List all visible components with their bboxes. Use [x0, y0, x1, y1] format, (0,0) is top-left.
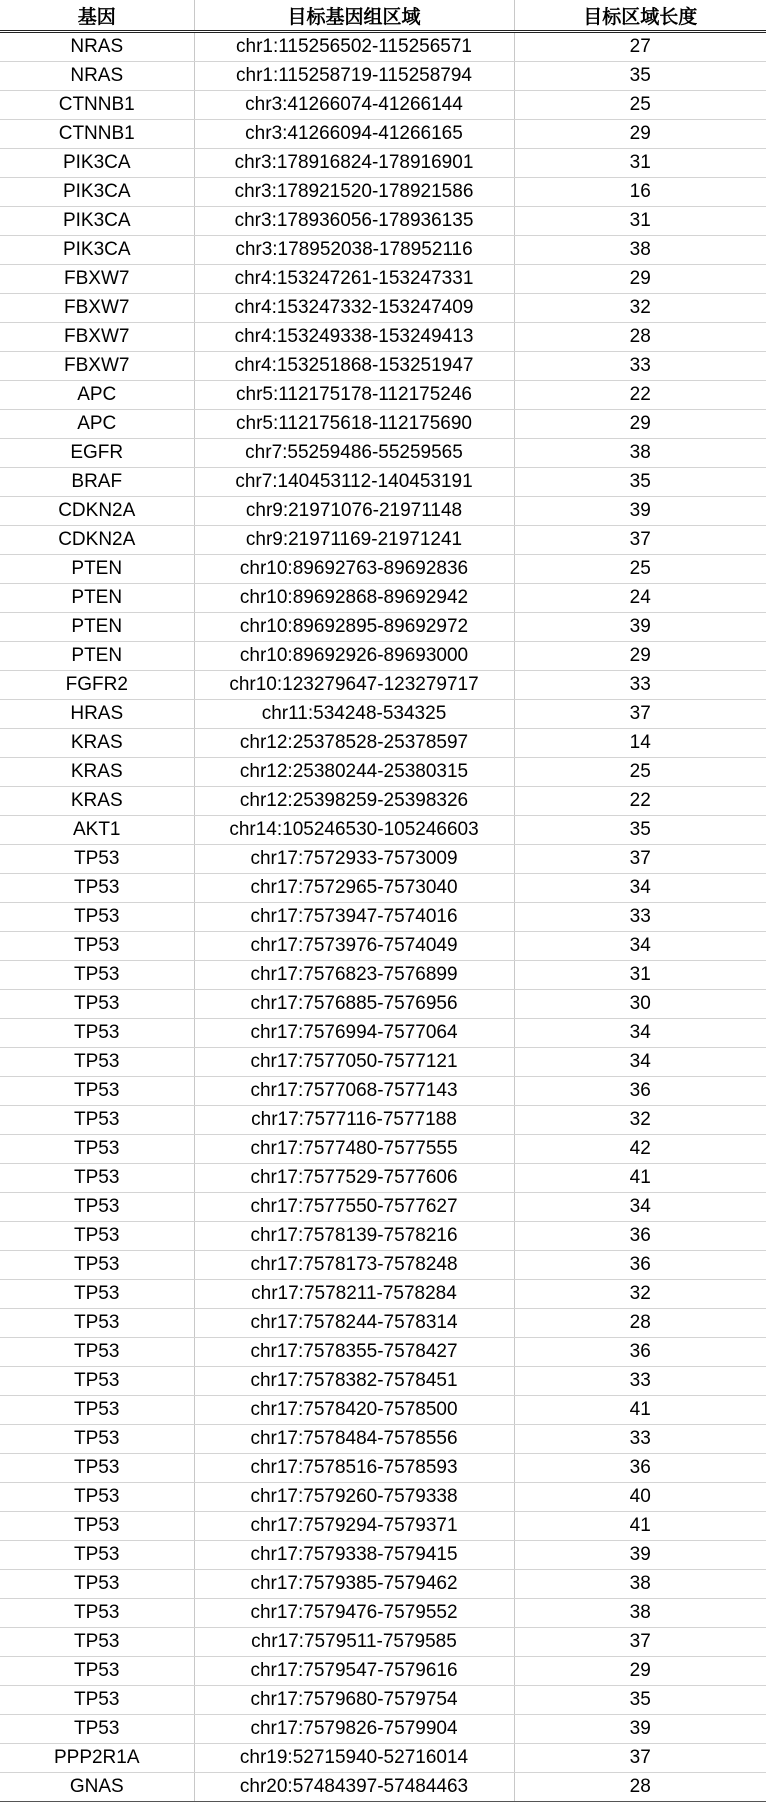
length-cell: 37: [514, 1628, 766, 1657]
gene-cell: CTNNB1: [0, 91, 194, 120]
gene-cell: TP53: [0, 1454, 194, 1483]
table-row: [0, 1744, 766, 1773]
header-row: [0, 0, 766, 32]
table-row: [0, 1454, 766, 1483]
gene-cell: TP53: [0, 1048, 194, 1077]
table-row: [0, 1338, 766, 1367]
gene-cell: AKT1: [0, 816, 194, 845]
gene-cell: TP53: [0, 1541, 194, 1570]
region-cell: chr9:21971169-21971241: [194, 526, 514, 555]
gene-cell: PTEN: [0, 613, 194, 642]
region-cell: chr17:7577068-7577143: [194, 1077, 514, 1106]
gene-cell: CTNNB1: [0, 120, 194, 149]
region-cell: chr17:7576994-7577064: [194, 1019, 514, 1048]
length-cell: 34: [514, 1193, 766, 1222]
region-cell: chr5:112175178-112175246: [194, 381, 514, 410]
gene-cell: PTEN: [0, 584, 194, 613]
length-cell: 31: [514, 149, 766, 178]
table-row: [0, 526, 766, 555]
region-cell: chr5:112175618-112175690: [194, 410, 514, 439]
gene-cell: PIK3CA: [0, 207, 194, 236]
region-cell: chr17:7573976-7574049: [194, 932, 514, 961]
gene-cell: TP53: [0, 903, 194, 932]
table-row: [0, 845, 766, 874]
table-row: [0, 323, 766, 352]
length-cell: 41: [514, 1164, 766, 1193]
region-cell: chr17:7579680-7579754: [194, 1686, 514, 1715]
region-cell: chr17:7579547-7579616: [194, 1657, 514, 1686]
table-row: [0, 1512, 766, 1541]
region-cell: chr10:89692763-89692836: [194, 555, 514, 584]
table-row: [0, 236, 766, 265]
length-cell: 33: [514, 671, 766, 700]
gene-cell: PTEN: [0, 555, 194, 584]
table-row: [0, 729, 766, 758]
length-cell: 39: [514, 613, 766, 642]
table-row: [0, 1193, 766, 1222]
table-row: [0, 990, 766, 1019]
table-row: [0, 584, 766, 613]
table-row: [0, 1715, 766, 1744]
gene-cell: TP53: [0, 1715, 194, 1744]
length-cell: 34: [514, 932, 766, 961]
length-cell: 28: [514, 1309, 766, 1338]
length-cell: 31: [514, 207, 766, 236]
gene-cell: PIK3CA: [0, 178, 194, 207]
length-cell: 37: [514, 526, 766, 555]
gene-cell: TP53: [0, 1628, 194, 1657]
region-cell: chr17:7578355-7578427: [194, 1338, 514, 1367]
length-cell: 25: [514, 91, 766, 120]
region-cell: chr17:7578173-7578248: [194, 1251, 514, 1280]
table-row: [0, 1222, 766, 1251]
region-cell: chr10:123279647-123279717: [194, 671, 514, 700]
region-cell: chr7:55259486-55259565: [194, 439, 514, 468]
gene-cell: PTEN: [0, 642, 194, 671]
region-cell: chr17:7577529-7577606: [194, 1164, 514, 1193]
region-cell: chr17:7579294-7579371: [194, 1512, 514, 1541]
table-row: [0, 468, 766, 497]
table-row: [0, 874, 766, 903]
region-cell: chr17:7578139-7578216: [194, 1222, 514, 1251]
table-row: [0, 62, 766, 91]
region-cell: chr17:7578420-7578500: [194, 1396, 514, 1425]
region-cell: chr3:178952038-178952116: [194, 236, 514, 265]
region-cell: chr17:7579385-7579462: [194, 1570, 514, 1599]
table-row: [0, 207, 766, 236]
length-cell: 32: [514, 1106, 766, 1135]
gene-cell: KRAS: [0, 729, 194, 758]
gene-cell: TP53: [0, 1657, 194, 1686]
table-row: [0, 1425, 766, 1454]
length-cell: 22: [514, 787, 766, 816]
region-cell: chr17:7579476-7579552: [194, 1599, 514, 1628]
region-cell: chr17:7578211-7578284: [194, 1280, 514, 1309]
gene-cell: BRAF: [0, 468, 194, 497]
length-cell: 36: [514, 1222, 766, 1251]
region-cell: chr17:7579511-7579585: [194, 1628, 514, 1657]
length-cell: 42: [514, 1135, 766, 1164]
region-cell: chr1:115258719-115258794: [194, 62, 514, 91]
table-row: [0, 497, 766, 526]
table-row: [0, 91, 766, 120]
gene-cell: TP53: [0, 961, 194, 990]
length-cell: 33: [514, 903, 766, 932]
region-cell: chr3:178916824-178916901: [194, 149, 514, 178]
table-row: [0, 32, 766, 62]
gene-cell: EGFR: [0, 439, 194, 468]
gene-cell: KRAS: [0, 787, 194, 816]
region-cell: chr17:7578484-7578556: [194, 1425, 514, 1454]
length-cell: 35: [514, 468, 766, 497]
table-row: [0, 1773, 766, 1802]
header-region-length: 目标区域长度: [514, 0, 766, 32]
length-cell: 38: [514, 1570, 766, 1599]
table-row: [0, 1483, 766, 1512]
region-cell: chr17:7579826-7579904: [194, 1715, 514, 1744]
region-cell: chr17:7576823-7576899: [194, 961, 514, 990]
length-cell: 35: [514, 1686, 766, 1715]
length-cell: 38: [514, 439, 766, 468]
gene-cell: TP53: [0, 1280, 194, 1309]
length-cell: 25: [514, 758, 766, 787]
table-row: [0, 903, 766, 932]
gene-cell: TP53: [0, 1135, 194, 1164]
gene-cell: FBXW7: [0, 323, 194, 352]
table-row: [0, 1367, 766, 1396]
length-cell: 24: [514, 584, 766, 613]
gene-cell: TP53: [0, 1222, 194, 1251]
length-cell: 29: [514, 120, 766, 149]
table-row: [0, 1657, 766, 1686]
length-cell: 29: [514, 642, 766, 671]
gene-cell: TP53: [0, 1512, 194, 1541]
gene-cell: TP53: [0, 1077, 194, 1106]
region-cell: chr3:41266094-41266165: [194, 120, 514, 149]
table-row: [0, 352, 766, 381]
gene-cell: TP53: [0, 1367, 194, 1396]
gene-cell: TP53: [0, 1338, 194, 1367]
region-cell: chr17:7578244-7578314: [194, 1309, 514, 1338]
table-row: [0, 1628, 766, 1657]
table-row: [0, 1106, 766, 1135]
region-cell: chr14:105246530-105246603: [194, 816, 514, 845]
length-cell: 39: [514, 497, 766, 526]
table-row: [0, 932, 766, 961]
gene-cell: PIK3CA: [0, 236, 194, 265]
length-cell: 33: [514, 352, 766, 381]
length-cell: 34: [514, 1019, 766, 1048]
region-cell: chr3:41266074-41266144: [194, 91, 514, 120]
region-cell: chr17:7572965-7573040: [194, 874, 514, 903]
table-row: [0, 265, 766, 294]
table-row: [0, 294, 766, 323]
length-cell: 37: [514, 1744, 766, 1773]
table-row: [0, 1164, 766, 1193]
table-row: [0, 1077, 766, 1106]
table-row: [0, 1396, 766, 1425]
region-cell: chr3:178936056-178936135: [194, 207, 514, 236]
length-cell: 33: [514, 1367, 766, 1396]
length-cell: 25: [514, 555, 766, 584]
gene-cell: FBXW7: [0, 352, 194, 381]
region-cell: chr17:7579260-7579338: [194, 1483, 514, 1512]
length-cell: 39: [514, 1715, 766, 1744]
table-row: [0, 816, 766, 845]
length-cell: 32: [514, 1280, 766, 1309]
length-cell: 28: [514, 323, 766, 352]
length-cell: 37: [514, 845, 766, 874]
length-cell: 29: [514, 1657, 766, 1686]
region-cell: chr12:25380244-25380315: [194, 758, 514, 787]
region-cell: chr17:7578516-7578593: [194, 1454, 514, 1483]
region-cell: chr17:7577550-7577627: [194, 1193, 514, 1222]
length-cell: 28: [514, 1773, 766, 1802]
gene-cell: TP53: [0, 932, 194, 961]
table-row: [0, 1541, 766, 1570]
region-cell: chr20:57484397-57484463: [194, 1773, 514, 1802]
gene-cell: PPP2R1A: [0, 1744, 194, 1773]
length-cell: 36: [514, 1454, 766, 1483]
length-cell: 22: [514, 381, 766, 410]
gene-cell: PIK3CA: [0, 149, 194, 178]
length-cell: 38: [514, 1599, 766, 1628]
length-cell: 41: [514, 1512, 766, 1541]
gene-cell: TP53: [0, 845, 194, 874]
length-cell: 14: [514, 729, 766, 758]
length-cell: 33: [514, 1425, 766, 1454]
table-row: [0, 381, 766, 410]
length-cell: 40: [514, 1483, 766, 1512]
gene-cell: TP53: [0, 1570, 194, 1599]
length-cell: 41: [514, 1396, 766, 1425]
table-row: [0, 1309, 766, 1338]
length-cell: 27: [514, 32, 766, 62]
table-row: [0, 439, 766, 468]
table-row: [0, 642, 766, 671]
gene-cell: TP53: [0, 874, 194, 903]
table-body: [0, 32, 766, 1802]
region-cell: chr10:89692895-89692972: [194, 613, 514, 642]
length-cell: 34: [514, 874, 766, 903]
region-cell: chr17:7576885-7576956: [194, 990, 514, 1019]
table-row: [0, 1251, 766, 1280]
region-cell: chr17:7579338-7579415: [194, 1541, 514, 1570]
region-cell: chr10:89692868-89692942: [194, 584, 514, 613]
header-gene: 基因: [0, 0, 194, 32]
gene-cell: TP53: [0, 1164, 194, 1193]
length-cell: 35: [514, 816, 766, 845]
length-cell: 29: [514, 410, 766, 439]
gene-cell: TP53: [0, 1019, 194, 1048]
gene-cell: CDKN2A: [0, 497, 194, 526]
table-row: [0, 555, 766, 584]
length-cell: 36: [514, 1338, 766, 1367]
gene-cell: TP53: [0, 1483, 194, 1512]
gene-cell: TP53: [0, 990, 194, 1019]
gene-cell: TP53: [0, 1251, 194, 1280]
length-cell: 32: [514, 294, 766, 323]
gene-cell: APC: [0, 410, 194, 439]
region-cell: chr11:534248-534325: [194, 700, 514, 729]
length-cell: 16: [514, 178, 766, 207]
table-row: [0, 1570, 766, 1599]
region-cell: chr17:7577116-7577188: [194, 1106, 514, 1135]
region-cell: chr4:153247261-153247331: [194, 265, 514, 294]
table-row: [0, 1048, 766, 1077]
table-row: [0, 1599, 766, 1628]
length-cell: 36: [514, 1077, 766, 1106]
region-cell: chr12:25378528-25378597: [194, 729, 514, 758]
gene-cell: TP53: [0, 1106, 194, 1135]
header-target-region: 目标基因组区域: [194, 0, 514, 32]
gene-cell: APC: [0, 381, 194, 410]
region-cell: chr17:7572933-7573009: [194, 845, 514, 874]
region-cell: chr12:25398259-25398326: [194, 787, 514, 816]
region-cell: chr4:153251868-153251947: [194, 352, 514, 381]
table-row: [0, 1686, 766, 1715]
table-row: [0, 671, 766, 700]
region-cell: chr17:7577480-7577555: [194, 1135, 514, 1164]
gene-cell: NRAS: [0, 32, 194, 62]
length-cell: 36: [514, 1251, 766, 1280]
length-cell: 30: [514, 990, 766, 1019]
gene-cell: TP53: [0, 1686, 194, 1715]
length-cell: 31: [514, 961, 766, 990]
gene-cell: CDKN2A: [0, 526, 194, 555]
gene-cell: HRAS: [0, 700, 194, 729]
table-row: [0, 178, 766, 207]
gene-cell: NRAS: [0, 62, 194, 91]
table-row: [0, 961, 766, 990]
table-row: [0, 758, 766, 787]
gene-cell: FBXW7: [0, 294, 194, 323]
region-cell: chr17:7578382-7578451: [194, 1367, 514, 1396]
gene-cell: KRAS: [0, 758, 194, 787]
table-row: [0, 1019, 766, 1048]
gene-cell: GNAS: [0, 1773, 194, 1802]
region-cell: chr7:140453112-140453191: [194, 468, 514, 497]
region-cell: chr10:89692926-89693000: [194, 642, 514, 671]
gene-cell: TP53: [0, 1193, 194, 1222]
length-cell: 37: [514, 700, 766, 729]
length-cell: 39: [514, 1541, 766, 1570]
gene-cell: FGFR2: [0, 671, 194, 700]
table-row: [0, 787, 766, 816]
region-cell: chr1:115256502-115256571: [194, 32, 514, 62]
table-row: [0, 120, 766, 149]
table-row: [0, 1280, 766, 1309]
length-cell: 35: [514, 62, 766, 91]
region-cell: chr4:153249338-153249413: [194, 323, 514, 352]
table-row: [0, 149, 766, 178]
table-row: [0, 1135, 766, 1164]
region-cell: chr4:153247332-153247409: [194, 294, 514, 323]
gene-cell: TP53: [0, 1599, 194, 1628]
gene-cell: TP53: [0, 1309, 194, 1338]
region-cell: chr3:178921520-178921586: [194, 178, 514, 207]
table-row: [0, 700, 766, 729]
table-row: [0, 410, 766, 439]
gene-cell: TP53: [0, 1396, 194, 1425]
length-cell: 34: [514, 1048, 766, 1077]
region-cell: chr17:7573947-7574016: [194, 903, 514, 932]
gene-cell: TP53: [0, 1425, 194, 1454]
region-cell: chr17:7577050-7577121: [194, 1048, 514, 1077]
gene-cell: FBXW7: [0, 265, 194, 294]
length-cell: 29: [514, 265, 766, 294]
region-cell: chr9:21971076-21971148: [194, 497, 514, 526]
length-cell: 38: [514, 236, 766, 265]
region-cell: chr19:52715940-52716014: [194, 1744, 514, 1773]
table-row: [0, 613, 766, 642]
